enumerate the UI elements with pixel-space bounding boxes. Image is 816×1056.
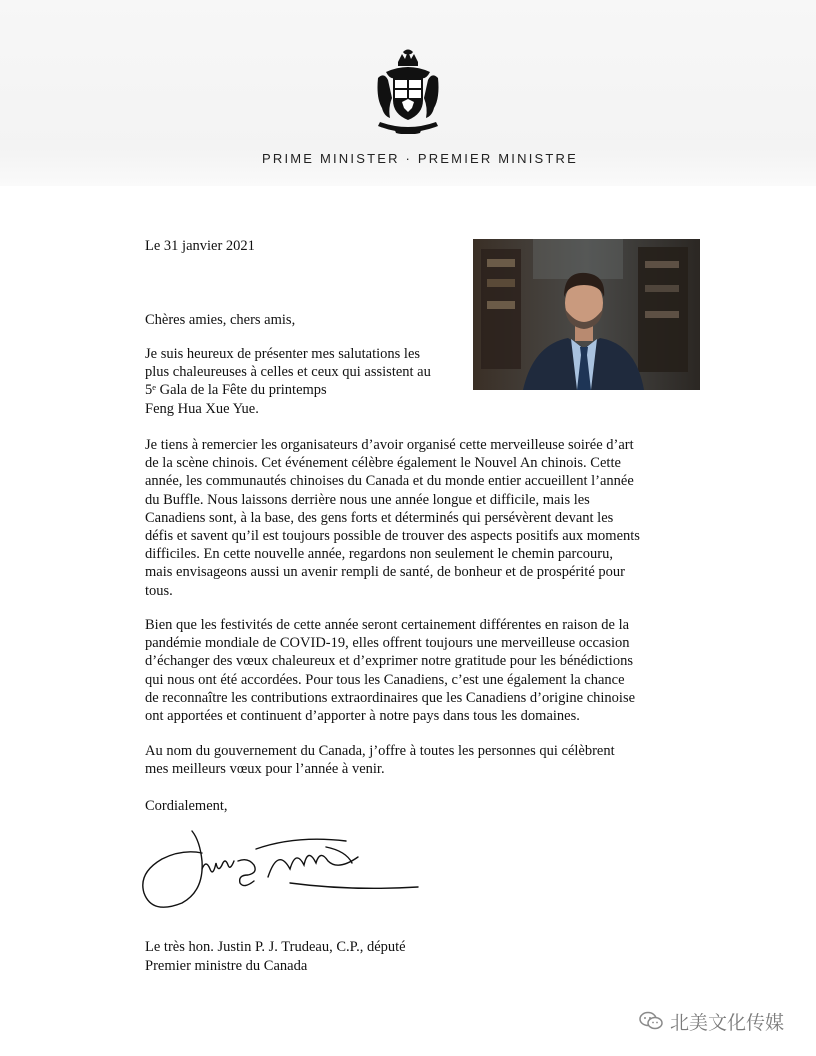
canada-coat-of-arms-icon xyxy=(372,48,444,134)
text-line: ont apportées et continuent d’apporter à notre pays dans tous les domaines. xyxy=(145,708,580,725)
text-line: plus chaleureuses à celles et ceux qui assistent au xyxy=(145,364,431,381)
text-line: année, les communautés chinoises du Canada et du monde entier accueillent l’année xyxy=(145,473,634,490)
text-line: mais envisageons aussi un avenir rempli de santé, de bonheur et de prospérité pour xyxy=(145,564,625,581)
letter-date: Le 31 janvier 2021 xyxy=(145,238,255,254)
text-line: Je tiens à remercier les organisateurs d’avoir organisé cette merveilleuse soirée d’art xyxy=(145,437,634,453)
text-line: qui nous ont été accordées. Pour tous les Canadiens, c’est une également la chance xyxy=(145,671,625,688)
signatory xyxy=(145,938,406,975)
text-line: 5ᵉ Gala de la Fête du printemps xyxy=(145,382,327,399)
text-line: du Buffle. Nous laissons derrière nous une année longue et difficile, mais les xyxy=(145,491,590,508)
text-line: de reconnaître les contributions extraordinaires que les Canadiens d’origine chinoise xyxy=(145,689,636,706)
text-line: Feng Hua Xue Yue. xyxy=(145,400,259,417)
letterhead xyxy=(0,0,816,186)
closing: Cordialement, xyxy=(145,798,228,814)
paragraph-3 xyxy=(145,616,635,725)
paragraph-2 xyxy=(145,436,640,600)
paragraph-4 xyxy=(145,742,615,778)
wechat-icon xyxy=(638,1010,664,1032)
text-line: de la scène chinois. Cet événement célèbre également le Nouvel An chinois. Cette xyxy=(145,455,621,472)
text-line: mes meilleurs vœux pour l’année à venir. xyxy=(145,761,385,778)
text-line: défis et savent qu’il est toujours possible de trouver des aspects positifs aux moments xyxy=(145,528,640,545)
text-line: tous. xyxy=(145,582,173,599)
salutation: Chères amies, chers amis, xyxy=(145,312,296,328)
portrait-photo xyxy=(473,239,700,390)
text-line: Au nom du gouvernement du Canada, j’offre à toutes les personnes qui célèbrent xyxy=(145,743,615,759)
paragraph-1 xyxy=(145,345,431,418)
text-line: Canadiens sont, à la base, des gens forts et déterminés qui persévèrent devant les xyxy=(145,509,614,526)
signatory-name: Le très hon. Justin P. J. Trudeau, C.P., député xyxy=(145,939,406,955)
signatory-title: Premier ministre du Canada xyxy=(145,957,308,974)
text-line: pandémie mondiale de COVID-19, elles offrent toujours une merveilleuse occasion xyxy=(145,635,630,652)
signature xyxy=(140,825,430,920)
office-title: PRIME MINISTER · PREMIER MINISTRE xyxy=(261,151,578,166)
watermark xyxy=(638,1007,784,1035)
text-line: d’échanger des vœux chaleureux et d’exprimer notre gratitude pour les bénédictions xyxy=(145,653,633,670)
text-line: Bien que les festivités de cette année seront certainement différentes en raison de la xyxy=(145,617,630,633)
watermark-text: 北美文化传媒 xyxy=(670,1011,785,1034)
text-line: Je suis heureux de présenter mes salutations les xyxy=(145,346,421,362)
text-line: difficiles. En cette nouvelle année, regardons non seulement le chemin parcouru, xyxy=(145,546,613,563)
